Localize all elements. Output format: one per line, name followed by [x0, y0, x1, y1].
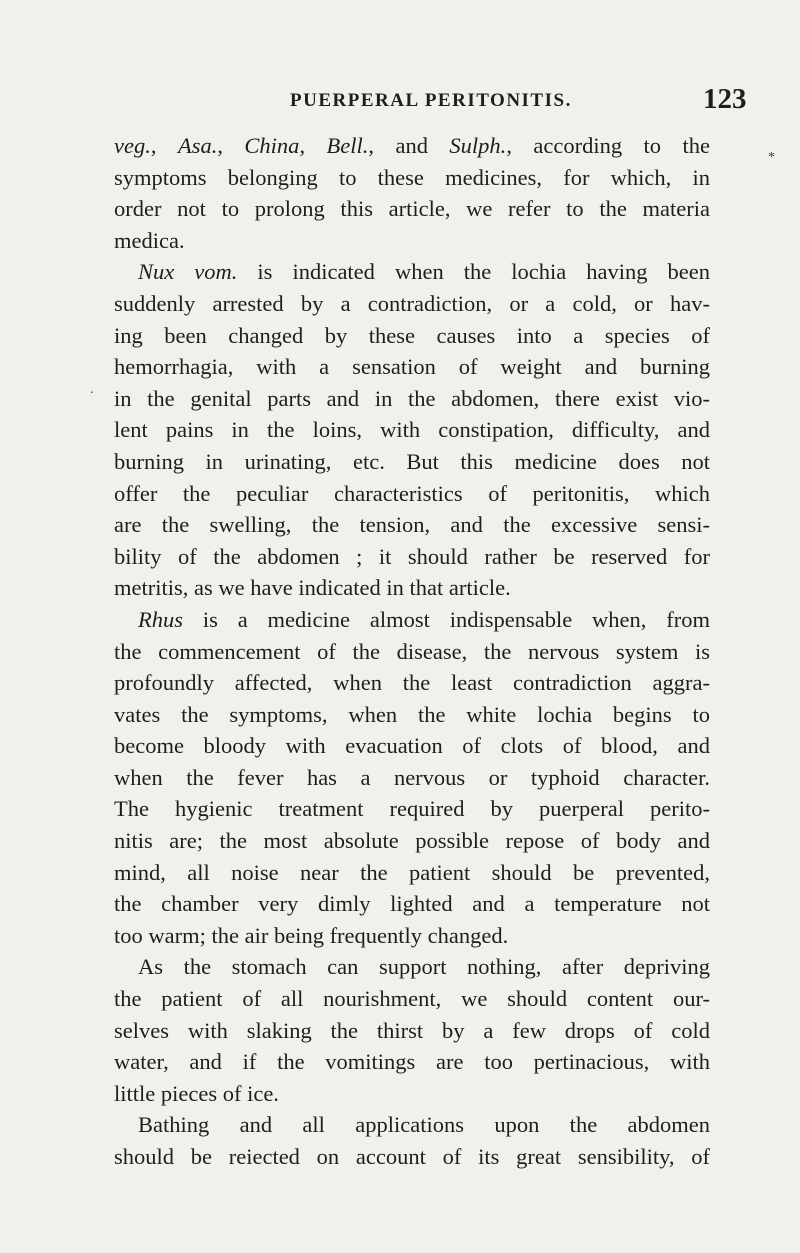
remedy-name: China — [244, 133, 300, 158]
text-line: suddenly arrested by a contradiction, or a cold, or hav- — [114, 290, 710, 316]
text-line: Bathing and all applications upon the abdomen — [138, 1112, 710, 1138]
text-line: The hygienic treatment required by puerperal perito- — [114, 796, 710, 822]
text-line: little pieces of ice. — [114, 1080, 279, 1106]
text-line: ing been changed by these causes into a species of — [114, 322, 710, 348]
margin-dot: . — [90, 382, 94, 397]
text-line: Nux vom. is indicated when the lochia having been — [138, 259, 710, 285]
remedy-name: veg. — [114, 133, 151, 158]
text-line: profoundly affected, when the least contradiction aggra- — [114, 670, 710, 696]
text-line: medica. — [114, 227, 185, 253]
text-line: lent pains in the loins, with constipation, difficulty, and — [114, 417, 710, 443]
text-line: when the fever has a nervous or typhoid character. — [114, 764, 710, 790]
text-line: selves with slaking the thirst by a few drops of cold — [114, 1017, 710, 1043]
text-line: burning in urinating, etc. But this medicine does not — [114, 448, 710, 474]
remedy-name: Asa. — [177, 133, 218, 158]
text-line: the commencement of the disease, the nervous system is — [114, 638, 710, 664]
text-line: the chamber very dimly lighted and a temperature not — [114, 891, 710, 917]
remedy-name: Sulph. — [449, 133, 507, 158]
text-line: order not to prolong this article, we refer to the materia — [114, 196, 710, 222]
text-line: Rhus is a medicine almost indispensable when, from — [138, 606, 710, 632]
margin-asterisk: * — [768, 150, 775, 165]
running-head: PUERPERAL PERITONITIS. — [290, 90, 572, 111]
text-line: water, and if the vomitings are too pertinacious, with — [114, 1049, 710, 1075]
text-line: become bloody with evacuation of clots of blood, and — [114, 733, 710, 759]
remedy-name: Nux vom. — [138, 259, 238, 285]
text-line: mind, all noise near the patient should be prevented, — [114, 859, 710, 885]
page-number: 123 — [703, 83, 747, 115]
remedy-name: Bell. — [326, 133, 369, 158]
text-line: veg., Asa., China, Bell., and Sulph., according to the — [114, 133, 711, 158]
text-line: are the swelling, the tension, and the excessive sensi- — [114, 512, 710, 538]
text-line: hemorrhagia, with a sensation of weight and burning — [114, 354, 710, 380]
text-line: the patient of all nourishment, we should content our- — [114, 986, 710, 1012]
text-line: symptoms belonging to these medicines, for which, in — [114, 164, 710, 190]
text-line: offer the peculiar characteristics of peritonitis, which — [114, 480, 710, 506]
text-line: in the genital parts and in the abdomen, there exist vio- — [114, 385, 710, 411]
remedy-name: Rhus — [138, 606, 183, 632]
text-line: As the stomach can support nothing, after depriving — [138, 954, 710, 980]
text-line: vates the symptoms, when the white lochia begins to — [114, 701, 710, 727]
body-text — [114, 130, 710, 1173]
text-line: should be reiected on account of its great sensibility, of — [114, 1144, 710, 1169]
text-line: too warm; the air being frequently changed. — [114, 922, 509, 948]
text-line: nitis are; the most absolute possible repose of body and — [114, 828, 710, 854]
text-line: metritis, as we have indicated in that article. — [114, 575, 511, 601]
text-line: bility of the abdomen ; it should rather be reserved for — [114, 543, 710, 569]
